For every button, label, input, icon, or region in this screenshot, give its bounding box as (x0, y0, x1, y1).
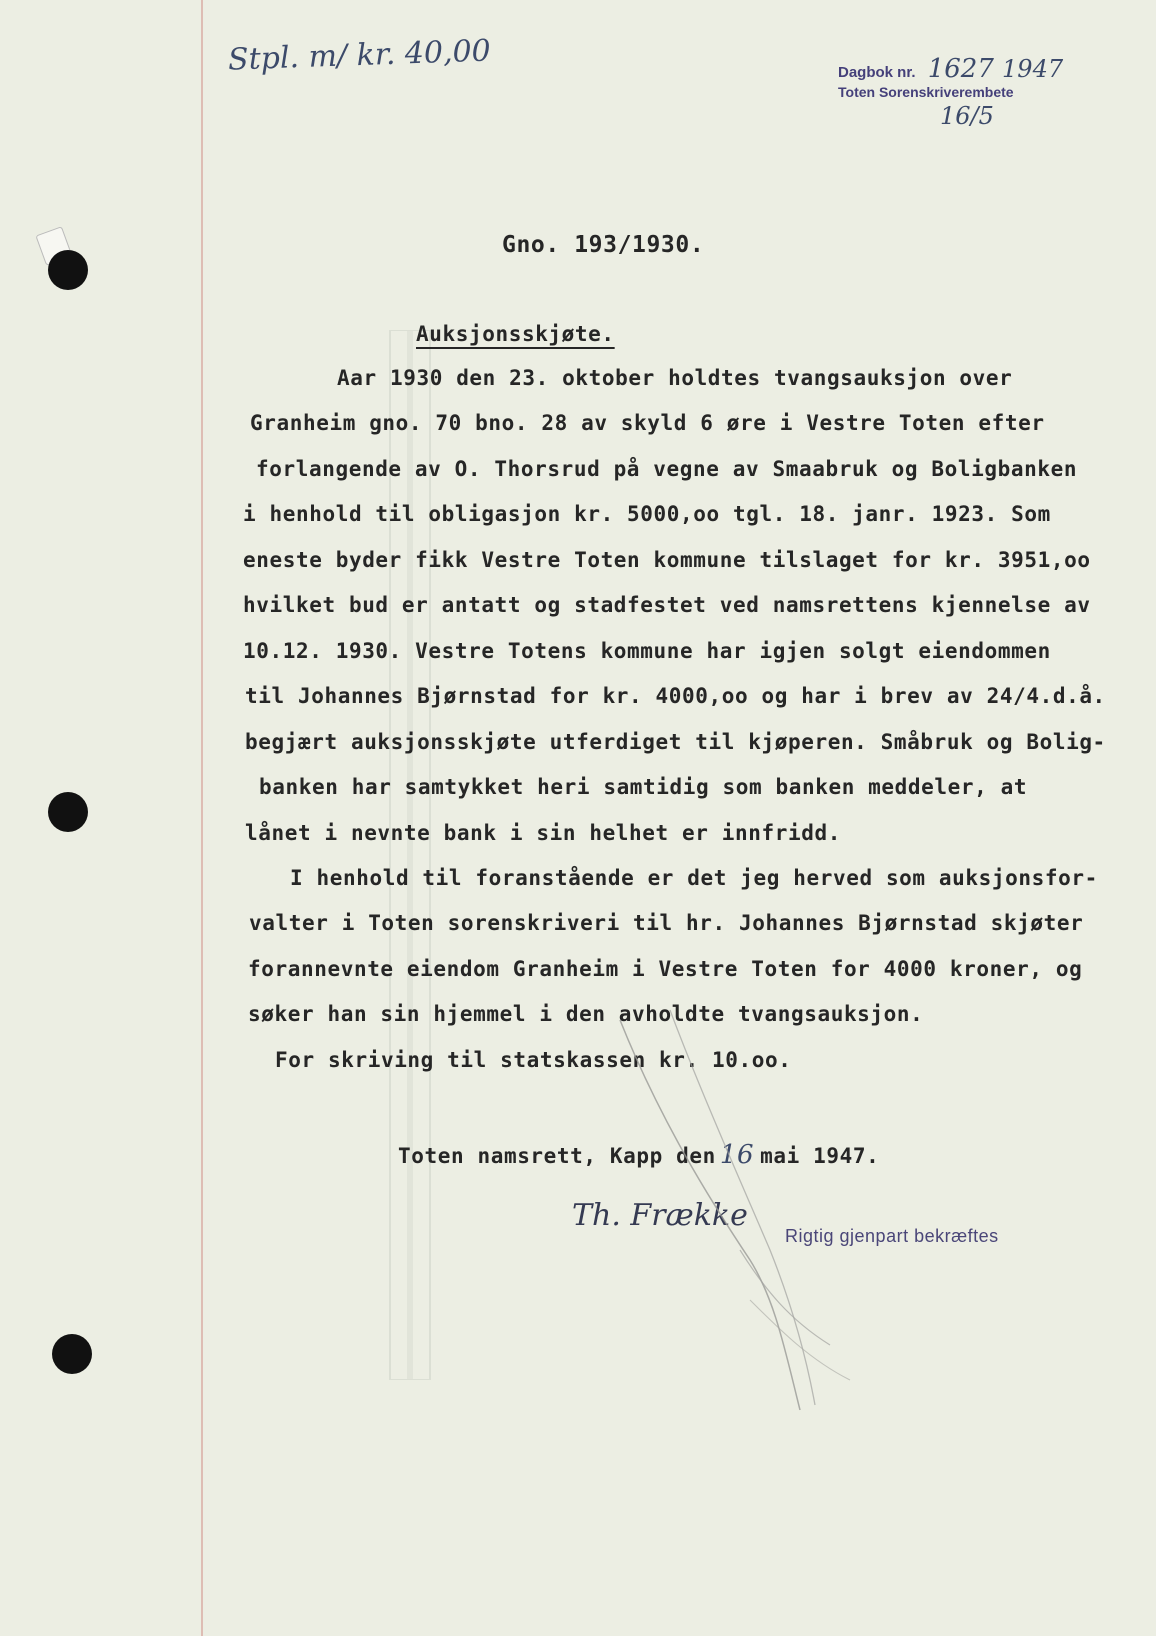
faint-watermark-graphic (380, 330, 440, 1380)
punch-hole-top (48, 250, 88, 290)
certification-stamp: Rigtig gjenpart bekræftes (785, 1226, 999, 1246)
handwritten-fee-note: Stpl. m/ kr. 40,00 (227, 33, 492, 78)
margin-rule (201, 0, 203, 1636)
body-line-1: Aar 1930 den 23. oktober holdtes tvangsauksjon over (337, 366, 1013, 390)
body-line-16: For skriving til statskassen kr. 10.oo. (275, 1048, 792, 1072)
body-line-3: forlangende av O. Thorsrud på vegne av Smaabruk og Boligbanken (256, 457, 1078, 481)
diary-stamp-office: Toten Sorenskriverembete (838, 84, 1014, 100)
body-line-4: i henhold til obligasjon kr. 5000,oo tgl. 18. janr. 1923. Som (243, 502, 1051, 526)
punch-hole-bottom (52, 1334, 92, 1374)
body-line-13: valter i Toten sorenskriveri til hr. Johannes Bjørnstad skjøter (249, 911, 1084, 935)
body-line-11: lånet i nevnte bank i sin helhet er innfridd. (245, 821, 841, 845)
body-line-14: forannevnte eiendom Granheim i Vestre Toten for 4000 kroner, og (248, 957, 1083, 981)
body-line-9: begjært auksjonsskjøte utferdiget til kjøperen. Småbruk og Bolig- (245, 730, 1106, 754)
place-date-suffix: mai 1947. (760, 1144, 880, 1168)
body-line-12: I henhold til foranstående er det jeg herved som auksjonsfor- (290, 866, 1098, 890)
signature: Th. Frække (572, 1198, 748, 1233)
diary-stamp-label: Dagbok nr. (838, 64, 916, 81)
body-line-15: søker han sin hjemmel i den avholdte tvangsauksjon. (248, 1002, 924, 1026)
body-line-7: 10.12. 1930. Vestre Totens kommune har igjen solgt eiendommen (243, 639, 1051, 663)
body-line-2: Granheim gno. 70 bno. 28 av skyld 6 øre i Vestre Toten efter (250, 411, 1045, 435)
body-line-10: banken har samtykket heri samtidig som banken meddeler, at (259, 775, 1028, 799)
pencil-scribble (600, 1000, 860, 1420)
body-line-8: til Johannes Bjørnstad for kr. 4000,oo og har i brev av 24/4.d.å. (245, 684, 1106, 708)
diary-stamp-date: 16/5 (940, 102, 994, 130)
body-line-6: hvilket bud er antatt og stadfestet ved namsrettens kjennelse av (243, 593, 1091, 617)
punch-hole-middle (48, 792, 88, 832)
diary-number: 1627 (927, 54, 994, 84)
body-line-5: eneste byder fikk Vestre Toten kommune tilslaget for kr. 3951,oo (243, 548, 1091, 572)
case-number: Gno. 193/1930. (502, 232, 705, 258)
diary-stamp-line1 (838, 54, 1063, 84)
document-title: Auksjonsskjøte. (416, 322, 615, 346)
place-date-prefix: Toten namsrett, Kapp den (398, 1144, 716, 1168)
place-date-day: 16 (719, 1140, 755, 1170)
diary-year: 1947 (1002, 55, 1064, 83)
